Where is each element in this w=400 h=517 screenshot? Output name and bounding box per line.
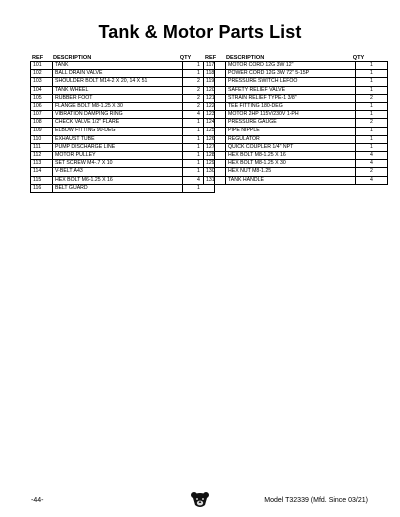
part-qty: 1 <box>183 143 215 151</box>
part-ref: 110 <box>31 135 53 143</box>
part-description: POWER CORD 12G 3W 72" 5-15P <box>226 70 356 78</box>
part-description: BALL DRAIN VALVE <box>53 70 183 78</box>
part-qty: 1 <box>183 62 215 70</box>
part-qty: 4 <box>356 176 388 184</box>
part-qty: 1 <box>183 70 215 78</box>
table-row <box>204 111 388 119</box>
part-ref: 131 <box>204 176 226 184</box>
table-row <box>31 86 215 94</box>
page-footer <box>0 490 400 512</box>
table-row <box>204 160 388 168</box>
part-qty: 1 <box>183 160 215 168</box>
part-ref: 101 <box>31 62 53 70</box>
table-row <box>31 176 215 184</box>
part-qty: 2 <box>356 94 388 102</box>
qty-header: QTY <box>352 55 365 61</box>
part-ref: 114 <box>31 168 53 176</box>
part-qty: 1 <box>356 127 388 135</box>
part-ref: 119 <box>204 78 226 86</box>
part-qty: 1 <box>356 143 388 151</box>
part-ref: 123 <box>204 111 226 119</box>
table-row <box>204 127 388 135</box>
part-ref: 121 <box>204 94 226 102</box>
table-row <box>31 127 215 135</box>
part-description: MOTOR 2HP 115V/230V 1-PH <box>226 111 356 119</box>
part-qty: 2 <box>183 102 215 110</box>
part-qty: 1 <box>183 184 215 192</box>
part-qty: 1 <box>356 111 388 119</box>
part-description: SHOULDER BOLT M14-2 X 20, 14 X 51 <box>53 78 183 86</box>
part-qty: 1 <box>183 135 215 143</box>
part-ref: 126 <box>204 135 226 143</box>
bear-head-icon <box>190 490 210 510</box>
part-description: REGULATOR <box>226 135 356 143</box>
part-ref: 122 <box>204 102 226 110</box>
table-row <box>204 135 388 143</box>
table-row <box>204 62 388 70</box>
part-description: TANK <box>53 62 183 70</box>
part-ref: 118 <box>204 70 226 78</box>
model-label: Model T32339 (Mfd. Since 03/21) <box>264 497 368 504</box>
ref-header: REF <box>205 55 217 61</box>
part-qty: 2 <box>183 86 215 94</box>
part-qty: 2 <box>356 119 388 127</box>
table-row <box>31 62 215 70</box>
part-qty: 1 <box>183 152 215 160</box>
part-ref: 105 <box>31 94 53 102</box>
part-description: TANK HANDLE <box>226 176 356 184</box>
part-qty: 4 <box>356 160 388 168</box>
part-description: MOTOR PULLEY <box>53 152 183 160</box>
part-ref: 129 <box>204 160 226 168</box>
part-ref: 117 <box>204 62 226 70</box>
part-ref: 111 <box>31 143 53 151</box>
table-row <box>204 78 388 86</box>
part-description: STRAIN RELIEF TYPE-1 3/8" <box>226 94 356 102</box>
table-row <box>31 102 215 110</box>
part-description: TEE FITTING 180-DEG <box>226 102 356 110</box>
part-description: FLANGE BOLT M8-1.25 X 30 <box>53 102 183 110</box>
part-qty: 1 <box>183 119 215 127</box>
part-description: HEX NUT M8-1.25 <box>226 168 356 176</box>
table-row <box>31 152 215 160</box>
table-row <box>31 119 215 127</box>
table-row <box>204 168 388 176</box>
part-ref: 130 <box>204 168 226 176</box>
part-ref: 115 <box>31 176 53 184</box>
table-row <box>204 86 388 94</box>
part-ref: 124 <box>204 119 226 127</box>
part-description: BELT GUARD <box>53 184 183 192</box>
part-ref: 125 <box>204 127 226 135</box>
part-description: PIPE NIPPLE <box>226 127 356 135</box>
part-description: PUMP DISCHARGE LINE <box>53 143 183 151</box>
part-qty: 4 <box>183 176 215 184</box>
description-header: DESCRIPTION <box>53 55 92 61</box>
table-row <box>31 94 215 102</box>
part-qty: 1 <box>183 168 215 176</box>
table-row <box>31 160 215 168</box>
column-headers <box>30 50 199 61</box>
part-ref: 112 <box>31 152 53 160</box>
table-row <box>31 168 215 176</box>
page-number: -44- <box>31 497 44 504</box>
part-ref: 103 <box>31 78 53 86</box>
part-qty: 1 <box>356 135 388 143</box>
table-row <box>31 135 215 143</box>
part-qty: 1 <box>356 78 388 86</box>
part-qty: 1 <box>356 70 388 78</box>
part-description: TANK WHEEL <box>53 86 183 94</box>
page-title: Tank & Motor Parts List <box>98 22 302 42</box>
part-qty: 2 <box>356 168 388 176</box>
part-ref: 128 <box>204 152 226 160</box>
table-row <box>31 143 215 151</box>
parts-column-left <box>30 50 199 193</box>
part-qty: 4 <box>356 152 388 160</box>
part-description: V-BELT A43 <box>53 168 183 176</box>
parts-table-right <box>203 61 388 185</box>
part-description: HEX BOLT M6-1.25 X 16 <box>53 176 183 184</box>
part-description: QUICK COUPLER 1/4" NPT <box>226 143 356 151</box>
part-qty: 1 <box>356 62 388 70</box>
column-headers <box>203 50 372 61</box>
table-row <box>204 70 388 78</box>
part-ref: 113 <box>31 160 53 168</box>
table-row <box>31 70 215 78</box>
part-description: HEX BOLT M8-1.25 X 30 <box>226 160 356 168</box>
table-row <box>31 111 215 119</box>
parts-table-left <box>30 61 215 193</box>
part-ref: 116 <box>31 184 53 192</box>
part-ref: 120 <box>204 86 226 94</box>
part-description: VIBRATION DAMPING RING <box>53 111 183 119</box>
part-description: PRESSURE GAUGE <box>226 119 356 127</box>
part-ref: 102 <box>31 70 53 78</box>
qty-header: QTY <box>179 55 192 61</box>
part-ref: 127 <box>204 143 226 151</box>
part-qty: 4 <box>183 111 215 119</box>
part-description: SET SCREW M4-.7 X 10 <box>53 160 183 168</box>
table-row <box>204 94 388 102</box>
parts-column-right <box>203 50 372 185</box>
table-row <box>204 176 388 184</box>
part-description: EXHAUST TUBE <box>53 135 183 143</box>
part-qty: 1 <box>356 102 388 110</box>
part-description: HEX BOLT M8-1.25 X 16 <box>226 152 356 160</box>
part-qty: 1 <box>183 127 215 135</box>
part-qty: 1 <box>356 86 388 94</box>
part-description: MOTOR CORD 12G 3W 12" <box>226 62 356 70</box>
ref-header: REF <box>32 55 44 61</box>
part-description: RUBBER FOOT <box>53 94 183 102</box>
part-ref: 109 <box>31 127 53 135</box>
table-row <box>31 78 215 86</box>
table-row <box>204 152 388 160</box>
part-ref: 108 <box>31 119 53 127</box>
part-description: CHECK VALVE 1/2" FLARE <box>53 119 183 127</box>
part-ref: 106 <box>31 102 53 110</box>
table-row <box>204 143 388 151</box>
table-row <box>31 184 215 192</box>
table-row <box>204 102 388 110</box>
part-ref: 104 <box>31 86 53 94</box>
part-description: ELBOW FITTING 90-DEG <box>53 127 183 135</box>
part-qty: 2 <box>183 94 215 102</box>
part-description: SAFETY RELIEF VALVE <box>226 86 356 94</box>
part-description: PRESSURE SWITCH LEFOO <box>226 78 356 86</box>
part-ref: 107 <box>31 111 53 119</box>
description-header: DESCRIPTION <box>226 55 265 61</box>
table-row <box>204 119 388 127</box>
part-qty: 2 <box>183 78 215 86</box>
